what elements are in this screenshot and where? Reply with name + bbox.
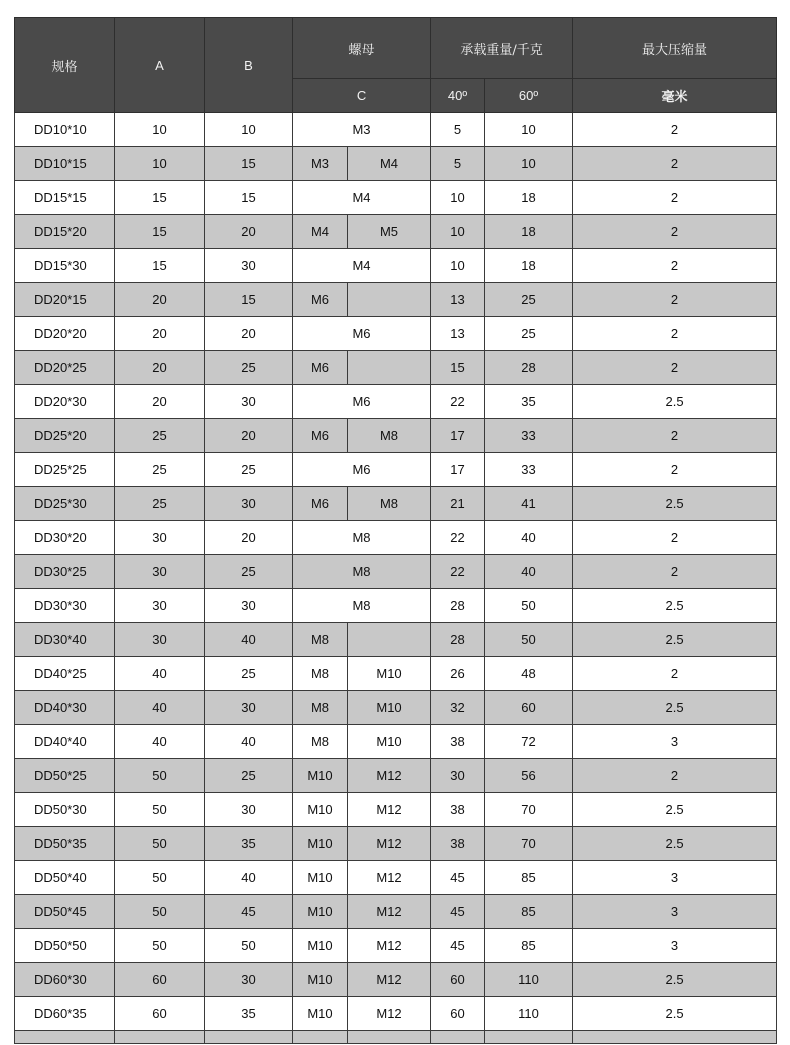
cell-max: 2 xyxy=(573,521,777,555)
cell-c1: M6 xyxy=(293,351,348,385)
cell-max: 2 xyxy=(573,215,777,249)
cell-b: 40 xyxy=(205,861,293,895)
cell-load-60: 41 xyxy=(485,487,573,521)
cell-a: 30 xyxy=(115,623,205,657)
table-row xyxy=(15,657,777,691)
cell-load-60: 50 xyxy=(485,623,573,657)
cell-a: 25 xyxy=(115,487,205,521)
cell-empty xyxy=(485,1031,573,1044)
table-row xyxy=(15,283,777,317)
cell-load-60: 70 xyxy=(485,793,573,827)
cell-max: 2 xyxy=(573,555,777,589)
cell-load-40: 17 xyxy=(431,453,485,487)
table-row xyxy=(15,997,777,1031)
table-row xyxy=(15,895,777,929)
cell-a: 60 xyxy=(115,997,205,1031)
cell-c1: M10 xyxy=(293,861,348,895)
cell-a: 50 xyxy=(115,929,205,963)
cell-c2: M12 xyxy=(348,793,431,827)
cell-load-60: 25 xyxy=(485,317,573,351)
header-unit: 毫米 xyxy=(573,79,777,113)
cell-a: 40 xyxy=(115,657,205,691)
cell-c: M6 xyxy=(293,385,431,419)
cell-load-60: 60 xyxy=(485,691,573,725)
cell-max: 2 xyxy=(573,759,777,793)
cell-load-40: 45 xyxy=(431,895,485,929)
table-row xyxy=(15,419,777,453)
table-row xyxy=(15,249,777,283)
cell-a: 20 xyxy=(115,317,205,351)
cell-load-60: 110 xyxy=(485,963,573,997)
cell-max: 2.5 xyxy=(573,997,777,1031)
cell-b: 15 xyxy=(205,181,293,215)
cell-c1: M8 xyxy=(293,725,348,759)
cell-spec: DD25*25 xyxy=(15,453,115,487)
cell-spec: DD15*15 xyxy=(15,181,115,215)
cell-c1: M10 xyxy=(293,929,348,963)
cell-spec: DD10*15 xyxy=(15,147,115,181)
cell-a: 60 xyxy=(115,963,205,997)
cell-b: 40 xyxy=(205,725,293,759)
header-max-compress: 最大压缩量 xyxy=(573,18,777,79)
cell-c2: M12 xyxy=(348,827,431,861)
cell-a: 50 xyxy=(115,895,205,929)
header-row-top xyxy=(15,18,777,79)
cell-b: 50 xyxy=(205,929,293,963)
cell-c2: M8 xyxy=(348,487,431,521)
table-row xyxy=(15,759,777,793)
cell-spec: DD50*45 xyxy=(15,895,115,929)
cell-a: 50 xyxy=(115,827,205,861)
cell-a: 15 xyxy=(115,215,205,249)
cell-a: 10 xyxy=(115,147,205,181)
cell-a: 40 xyxy=(115,691,205,725)
cell-load-60: 10 xyxy=(485,147,573,181)
cell-spec: DD50*35 xyxy=(15,827,115,861)
cell-spec: DD50*30 xyxy=(15,793,115,827)
cell-b: 20 xyxy=(205,215,293,249)
cell-max: 2 xyxy=(573,419,777,453)
header-nut: 螺母 xyxy=(293,18,431,79)
cell-c1: M10 xyxy=(293,997,348,1031)
table-row xyxy=(15,385,777,419)
cell-load-40: 10 xyxy=(431,181,485,215)
cell-c: M6 xyxy=(293,317,431,351)
cell-a: 40 xyxy=(115,725,205,759)
header-a: A xyxy=(115,18,205,113)
cell-b: 20 xyxy=(205,419,293,453)
cell-b: 30 xyxy=(205,385,293,419)
cell-spec: DD50*50 xyxy=(15,929,115,963)
cell-c2: M12 xyxy=(348,997,431,1031)
cell-c: M6 xyxy=(293,453,431,487)
header-c: C xyxy=(293,79,431,113)
cell-load-60: 50 xyxy=(485,589,573,623)
cell-a: 20 xyxy=(115,385,205,419)
cell-load-40: 38 xyxy=(431,725,485,759)
table-row xyxy=(15,623,777,657)
cell-max: 2 xyxy=(573,147,777,181)
header-deg60: 60º xyxy=(485,79,573,113)
cell-a: 25 xyxy=(115,419,205,453)
cell-a: 20 xyxy=(115,351,205,385)
cell-load-40: 15 xyxy=(431,351,485,385)
cell-spec: DD60*35 xyxy=(15,997,115,1031)
cell-load-60: 48 xyxy=(485,657,573,691)
cell-b: 30 xyxy=(205,793,293,827)
cell-b: 25 xyxy=(205,657,293,691)
table-body xyxy=(15,113,777,1044)
cell-c2: M10 xyxy=(348,691,431,725)
cell-max: 2 xyxy=(573,453,777,487)
cell-spec: DD10*10 xyxy=(15,113,115,147)
cell-spec: DD25*20 xyxy=(15,419,115,453)
cell-a: 20 xyxy=(115,283,205,317)
table-row xyxy=(15,453,777,487)
cell-max: 2 xyxy=(573,249,777,283)
cell-b: 25 xyxy=(205,453,293,487)
cell-c2: M12 xyxy=(348,861,431,895)
cell-max: 2 xyxy=(573,317,777,351)
cell-empty xyxy=(205,1031,293,1044)
cell-max: 2.5 xyxy=(573,487,777,521)
cell-c1: M3 xyxy=(293,147,348,181)
cell-c1: M10 xyxy=(293,963,348,997)
cell-load-40: 22 xyxy=(431,555,485,589)
cell-load-40: 28 xyxy=(431,623,485,657)
cell-c2 xyxy=(348,623,431,657)
cell-b: 30 xyxy=(205,589,293,623)
table-row xyxy=(15,215,777,249)
cell-load-40: 60 xyxy=(431,963,485,997)
cell-c1: M8 xyxy=(293,691,348,725)
cell-load-40: 30 xyxy=(431,759,485,793)
cell-load-40: 45 xyxy=(431,861,485,895)
cell-max: 2 xyxy=(573,113,777,147)
cell-b: 35 xyxy=(205,997,293,1031)
cell-c1: M6 xyxy=(293,283,348,317)
cell-load-40: 60 xyxy=(431,997,485,1031)
cell-c: M8 xyxy=(293,555,431,589)
cell-load-60: 56 xyxy=(485,759,573,793)
cell-load-60: 33 xyxy=(485,453,573,487)
cell-max: 2.5 xyxy=(573,623,777,657)
cell-c1: M10 xyxy=(293,793,348,827)
cell-load-60: 40 xyxy=(485,555,573,589)
cell-load-60: 18 xyxy=(485,215,573,249)
table-row xyxy=(15,929,777,963)
cell-c: M4 xyxy=(293,249,431,283)
cell-spec: DD40*25 xyxy=(15,657,115,691)
cell-c2: M12 xyxy=(348,895,431,929)
table-row xyxy=(15,487,777,521)
cell-a: 25 xyxy=(115,453,205,487)
cell-max: 2.5 xyxy=(573,963,777,997)
table-row xyxy=(15,521,777,555)
header-spec: 规格 xyxy=(15,18,115,113)
cell-max: 2.5 xyxy=(573,691,777,725)
cell-load-40: 5 xyxy=(431,147,485,181)
table-row xyxy=(15,113,777,147)
cell-c1: M10 xyxy=(293,895,348,929)
table-row-partial xyxy=(15,1031,777,1044)
cell-load-60: 70 xyxy=(485,827,573,861)
cell-c1: M8 xyxy=(293,623,348,657)
cell-load-60: 40 xyxy=(485,521,573,555)
cell-load-60: 18 xyxy=(485,181,573,215)
cell-load-40: 28 xyxy=(431,589,485,623)
cell-load-60: 25 xyxy=(485,283,573,317)
cell-b: 45 xyxy=(205,895,293,929)
cell-spec: DD15*30 xyxy=(15,249,115,283)
cell-spec: DD60*30 xyxy=(15,963,115,997)
cell-spec: DD40*40 xyxy=(15,725,115,759)
cell-max: 2.5 xyxy=(573,589,777,623)
cell-load-60: 18 xyxy=(485,249,573,283)
cell-c2: M4 xyxy=(348,147,431,181)
table-row xyxy=(15,725,777,759)
cell-load-60: 85 xyxy=(485,861,573,895)
cell-load-40: 45 xyxy=(431,929,485,963)
table-row xyxy=(15,589,777,623)
cell-a: 10 xyxy=(115,113,205,147)
cell-empty xyxy=(348,1031,431,1044)
cell-spec: DD20*15 xyxy=(15,283,115,317)
header-deg40: 40º xyxy=(431,79,485,113)
cell-spec: DD25*30 xyxy=(15,487,115,521)
cell-load-40: 22 xyxy=(431,521,485,555)
cell-c1: M8 xyxy=(293,657,348,691)
cell-c2: M10 xyxy=(348,657,431,691)
table-row xyxy=(15,827,777,861)
cell-b: 10 xyxy=(205,113,293,147)
table-row xyxy=(15,793,777,827)
cell-max: 2 xyxy=(573,351,777,385)
cell-max: 3 xyxy=(573,929,777,963)
cell-spec: DD30*30 xyxy=(15,589,115,623)
table-row xyxy=(15,317,777,351)
cell-b: 15 xyxy=(205,147,293,181)
cell-a: 50 xyxy=(115,759,205,793)
cell-b: 20 xyxy=(205,317,293,351)
cell-c2: M10 xyxy=(348,725,431,759)
cell-load-60: 33 xyxy=(485,419,573,453)
cell-b: 30 xyxy=(205,487,293,521)
table-row xyxy=(15,555,777,589)
cell-spec: DD30*25 xyxy=(15,555,115,589)
cell-load-40: 38 xyxy=(431,827,485,861)
cell-c2: M12 xyxy=(348,963,431,997)
table-row xyxy=(15,963,777,997)
cell-load-60: 10 xyxy=(485,113,573,147)
cell-b: 35 xyxy=(205,827,293,861)
cell-b: 25 xyxy=(205,759,293,793)
cell-c: M8 xyxy=(293,589,431,623)
cell-c2: M12 xyxy=(348,759,431,793)
cell-spec: DD50*25 xyxy=(15,759,115,793)
cell-load-40: 32 xyxy=(431,691,485,725)
cell-empty xyxy=(115,1031,205,1044)
cell-spec: DD20*30 xyxy=(15,385,115,419)
cell-load-40: 13 xyxy=(431,317,485,351)
cell-c1: M10 xyxy=(293,759,348,793)
table-row xyxy=(15,181,777,215)
cell-load-60: 35 xyxy=(485,385,573,419)
header-b: B xyxy=(205,18,293,113)
cell-c2 xyxy=(348,351,431,385)
cell-max: 2 xyxy=(573,657,777,691)
table-row xyxy=(15,147,777,181)
cell-a: 30 xyxy=(115,589,205,623)
cell-spec: DD50*40 xyxy=(15,861,115,895)
cell-load-40: 22 xyxy=(431,385,485,419)
cell-b: 30 xyxy=(205,963,293,997)
cell-empty xyxy=(15,1031,115,1044)
cell-load-40: 17 xyxy=(431,419,485,453)
table-row xyxy=(15,861,777,895)
cell-spec: DD30*40 xyxy=(15,623,115,657)
cell-empty xyxy=(573,1031,777,1044)
cell-b: 20 xyxy=(205,521,293,555)
cell-b: 25 xyxy=(205,351,293,385)
cell-c1: M6 xyxy=(293,419,348,453)
cell-b: 30 xyxy=(205,249,293,283)
cell-a: 50 xyxy=(115,793,205,827)
cell-load-40: 21 xyxy=(431,487,485,521)
cell-load-40: 10 xyxy=(431,215,485,249)
cell-spec: DD20*20 xyxy=(15,317,115,351)
cell-load-60: 85 xyxy=(485,895,573,929)
cell-spec: DD30*20 xyxy=(15,521,115,555)
cell-b: 40 xyxy=(205,623,293,657)
cell-spec: DD15*20 xyxy=(15,215,115,249)
cell-c: M8 xyxy=(293,521,431,555)
cell-load-40: 38 xyxy=(431,793,485,827)
spec-table xyxy=(14,17,777,1044)
cell-a: 15 xyxy=(115,249,205,283)
header-load: 承载重量/千克 xyxy=(431,18,573,79)
cell-c: M4 xyxy=(293,181,431,215)
cell-max: 3 xyxy=(573,725,777,759)
cell-load-40: 13 xyxy=(431,283,485,317)
cell-c2 xyxy=(348,283,431,317)
cell-a: 50 xyxy=(115,861,205,895)
cell-c1: M6 xyxy=(293,487,348,521)
cell-spec: DD20*25 xyxy=(15,351,115,385)
cell-load-40: 26 xyxy=(431,657,485,691)
cell-load-40: 5 xyxy=(431,113,485,147)
cell-a: 30 xyxy=(115,555,205,589)
cell-max: 2.5 xyxy=(573,793,777,827)
cell-load-60: 28 xyxy=(485,351,573,385)
cell-max: 3 xyxy=(573,861,777,895)
cell-b: 30 xyxy=(205,691,293,725)
cell-c1: M4 xyxy=(293,215,348,249)
cell-spec: DD40*30 xyxy=(15,691,115,725)
cell-c2: M5 xyxy=(348,215,431,249)
cell-c1: M10 xyxy=(293,827,348,861)
cell-b: 15 xyxy=(205,283,293,317)
table-row xyxy=(15,351,777,385)
cell-load-40: 10 xyxy=(431,249,485,283)
cell-max: 2 xyxy=(573,283,777,317)
cell-max: 2 xyxy=(573,181,777,215)
cell-c2: M12 xyxy=(348,929,431,963)
table-row xyxy=(15,691,777,725)
cell-c2: M8 xyxy=(348,419,431,453)
cell-empty xyxy=(431,1031,485,1044)
cell-load-60: 85 xyxy=(485,929,573,963)
cell-load-60: 110 xyxy=(485,997,573,1031)
cell-b: 25 xyxy=(205,555,293,589)
cell-load-60: 72 xyxy=(485,725,573,759)
cell-c: M3 xyxy=(293,113,431,147)
cell-max: 2.5 xyxy=(573,827,777,861)
table-header xyxy=(15,18,777,113)
cell-max: 3 xyxy=(573,895,777,929)
cell-a: 15 xyxy=(115,181,205,215)
cell-a: 30 xyxy=(115,521,205,555)
cell-max: 2.5 xyxy=(573,385,777,419)
cell-empty xyxy=(293,1031,348,1044)
